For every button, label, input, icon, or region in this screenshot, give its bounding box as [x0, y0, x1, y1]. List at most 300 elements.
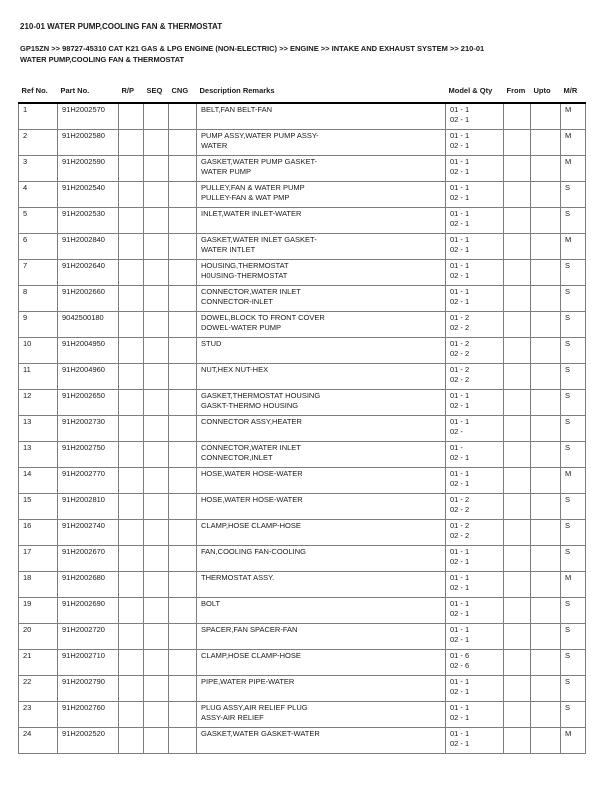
cell-part-no-line: 91H2002840: [62, 234, 105, 244]
cell-part-no: [58, 311, 119, 337]
cell-part-no-line: 91H2002650: [62, 390, 105, 400]
cell-ref-no-line: 13: [23, 416, 32, 426]
cell-ref-no-line: 19: [23, 598, 32, 608]
cell-part-no: [58, 337, 119, 363]
cell-ref-no: [19, 415, 58, 441]
cell-mr-line: S: [565, 338, 571, 348]
cell-mr-line: M: [565, 468, 572, 478]
cell-model-qty: [446, 337, 504, 363]
cell-rp: [119, 311, 144, 337]
cell-model-qty-line: 01 - 1: [450, 468, 470, 478]
table-row: [19, 129, 586, 155]
cell-part-no-line: 91H2002730: [62, 416, 105, 426]
cell-description-line: CONNECTOR,WATER INLET: [201, 286, 301, 296]
cell-model-qty: [446, 155, 504, 181]
cell-part-no-line: 9042500180: [62, 312, 104, 322]
cell-ref-no-line: 24: [23, 728, 32, 738]
cell-description: [197, 155, 446, 181]
column-header-cng: CNG: [169, 84, 197, 103]
cell-rp: [119, 519, 144, 545]
cell-from: [504, 545, 531, 571]
cell-model-qty: [446, 493, 504, 519]
cell-model-qty-line: 01 - 1: [450, 130, 470, 140]
table-row: [19, 207, 586, 233]
cell-upto: [531, 571, 561, 597]
cell-ref-no-line: 4: [23, 182, 28, 192]
cell-description-line: GASKET,WATER INLET GASKET-: [201, 234, 317, 244]
cell-ref-no-line: 3: [23, 156, 28, 166]
cell-cng: [169, 363, 197, 389]
cell-part-no: [58, 103, 119, 129]
cell-model-qty-line: 02 - 1: [450, 712, 470, 722]
cell-mr-line: M: [565, 234, 572, 244]
cell-model-qty: [446, 545, 504, 571]
cell-model-qty: [446, 623, 504, 649]
cell-upto: [531, 415, 561, 441]
cell-cng: [169, 285, 197, 311]
cell-seq: [144, 259, 169, 285]
cell-cng: [169, 727, 197, 753]
cell-model-qty-line: 02 - 6: [450, 660, 470, 670]
table-row: [19, 155, 586, 181]
cell-description-line: CONNECTOR,WATER INLET: [201, 442, 301, 452]
cell-from: [504, 207, 531, 233]
cell-mr: [561, 467, 586, 493]
cell-part-no-line: 91H2004960: [62, 364, 105, 374]
cell-model-qty-line: 01 - 1: [450, 234, 470, 244]
cell-description: [197, 571, 446, 597]
cell-description: [197, 623, 446, 649]
cell-description-line: NUT,HEX NUT-HEX: [201, 364, 269, 374]
cell-rp: [119, 467, 144, 493]
cell-ref-no: [19, 571, 58, 597]
cell-upto: [531, 519, 561, 545]
cell-model-qty-line: 02 - 1: [450, 270, 470, 280]
cell-description-line: HOUSING,THERMOSTAT: [201, 260, 289, 270]
cell-mr: [561, 571, 586, 597]
cell-part-no: [58, 155, 119, 181]
cell-seq: [144, 207, 169, 233]
cell-model-qty: [446, 129, 504, 155]
cell-description: [197, 441, 446, 467]
cell-mr-line: S: [565, 598, 571, 608]
cell-mr-line: S: [565, 208, 571, 218]
cell-model-qty-line: 02 - 1: [450, 400, 470, 410]
cell-model-qty: [446, 571, 504, 597]
cell-ref-no-line: 11: [23, 364, 31, 374]
cell-ref-no: [19, 103, 58, 129]
cell-ref-no-line: 23: [23, 702, 32, 712]
cell-model-qty-line: 02 - 1: [450, 192, 470, 202]
cell-rp: [119, 155, 144, 181]
cell-model-qty-line: 02 - 2: [450, 530, 470, 540]
column-header-r-p: R/P: [119, 84, 144, 103]
cell-from: [504, 337, 531, 363]
cell-model-qty: [446, 727, 504, 753]
column-header-model-qty: Model & Qty: [446, 84, 504, 103]
cell-mr: [561, 727, 586, 753]
table-row: [19, 571, 586, 597]
cell-cng: [169, 155, 197, 181]
cell-ref-no: [19, 207, 58, 233]
table-row: [19, 441, 586, 467]
cell-upto: [531, 675, 561, 701]
cell-part-no-line: 91H2002580: [62, 130, 105, 140]
cell-model-qty-line: 01 - 2: [450, 364, 470, 374]
cell-model-qty-line: 02 - 1: [450, 634, 470, 644]
cell-description-line: THERMOSTAT ASSY.: [201, 572, 275, 582]
cell-seq: [144, 571, 169, 597]
cell-seq: [144, 103, 169, 129]
cell-part-no: [58, 415, 119, 441]
cell-model-qty-line: 02 - 2: [450, 504, 470, 514]
cell-cng: [169, 389, 197, 415]
cell-ref-no-line: 14: [23, 468, 32, 478]
cell-description: [197, 259, 446, 285]
cell-upto: [531, 467, 561, 493]
cell-description: [197, 649, 446, 675]
cell-mr: [561, 129, 586, 155]
cell-cng: [169, 493, 197, 519]
cell-ref-no-line: 1: [23, 105, 28, 114]
cell-description-line: GASKET,THERMOSTAT HOUSING: [201, 390, 321, 400]
cell-mr: [561, 285, 586, 311]
cell-part-no-line: 91H2002570: [62, 105, 105, 114]
cell-description-line: BOLT: [201, 598, 221, 608]
cell-description: [197, 311, 446, 337]
cell-description-line: CONNECTOR,INLET: [201, 452, 273, 462]
cell-ref-no-line: 7: [23, 260, 28, 270]
cell-seq: [144, 727, 169, 753]
table-row: [19, 415, 586, 441]
cell-seq: [144, 545, 169, 571]
cell-mr-line: S: [565, 676, 571, 686]
cell-upto: [531, 181, 561, 207]
cell-description: [197, 233, 446, 259]
cell-ref-no-line: 12: [23, 390, 32, 400]
cell-from: [504, 259, 531, 285]
cell-description: [197, 467, 446, 493]
table-row: [19, 623, 586, 649]
cell-model-qty-line: 02 - 1: [450, 296, 470, 306]
cell-upto: [531, 337, 561, 363]
cell-model-qty: [446, 701, 504, 727]
cell-cng: [169, 103, 197, 129]
cell-rp: [119, 597, 144, 623]
table-row: [19, 727, 586, 753]
cell-mr: [561, 415, 586, 441]
cell-ref-no: [19, 181, 58, 207]
cell-mr-line: S: [565, 520, 571, 530]
cell-mr: [561, 675, 586, 701]
column-header-description-remarks: Description Remarks: [197, 84, 446, 103]
cell-description: [197, 285, 446, 311]
cell-model-qty-line: 02 - 1: [450, 738, 470, 748]
cell-mr: [561, 701, 586, 727]
cell-from: [504, 311, 531, 337]
cell-from: [504, 129, 531, 155]
cell-ref-no: [19, 129, 58, 155]
cell-seq: [144, 181, 169, 207]
cell-ref-no-line: 15: [23, 494, 32, 504]
cell-ref-no-line: 18: [23, 572, 32, 582]
cell-ref-no: [19, 155, 58, 181]
cell-model-qty-line: 02 - 1: [450, 244, 470, 254]
cell-rp: [119, 571, 144, 597]
cell-ref-no-line: 16: [23, 520, 32, 530]
cell-upto: [531, 233, 561, 259]
table-row: [19, 389, 586, 415]
cell-cng: [169, 623, 197, 649]
cell-part-no: [58, 623, 119, 649]
cell-model-qty-line: 02 - 1: [450, 582, 470, 592]
cell-part-no: [58, 675, 119, 701]
cell-seq: [144, 155, 169, 181]
cell-description-line: PLUG ASSY,AIR RELIEF PLUG: [201, 702, 308, 712]
column-header-part-no: Part No.: [58, 84, 119, 103]
cell-mr: [561, 519, 586, 545]
cell-mr: [561, 389, 586, 415]
table-row: [19, 675, 586, 701]
cell-model-qty-line: 01 - 1: [450, 286, 470, 296]
cell-from: [504, 727, 531, 753]
cell-model-qty: [446, 597, 504, 623]
cell-ref-no-line: 21: [23, 650, 32, 660]
cell-part-no-line: 91H2002590: [62, 156, 105, 166]
cell-part-no-line: 91H2002520: [62, 728, 105, 738]
cell-ref-no: [19, 233, 58, 259]
cell-description-line: HOSE,WATER HOSE-WATER: [201, 494, 303, 504]
cell-upto: [531, 155, 561, 181]
cell-from: [504, 155, 531, 181]
cell-description-line: CONNECTOR-INLET: [201, 296, 273, 306]
cell-cng: [169, 415, 197, 441]
cell-rp: [119, 285, 144, 311]
cell-from: [504, 519, 531, 545]
table-row: [19, 259, 586, 285]
cell-model-qty-line: 01 - 1: [450, 728, 470, 738]
cell-model-qty: [446, 467, 504, 493]
cell-upto: [531, 701, 561, 727]
cell-rp: [119, 389, 144, 415]
cell-upto: [531, 545, 561, 571]
column-header-upto: Upto: [531, 84, 561, 103]
cell-part-no-line: 91H2002530: [62, 208, 105, 218]
cell-model-qty: [446, 649, 504, 675]
cell-model-qty-line: 01 - 1: [450, 546, 470, 556]
cell-model-qty: [446, 363, 504, 389]
cell-seq: [144, 129, 169, 155]
cell-description-line: CLAMP,HOSE CLAMP-HOSE: [201, 520, 301, 530]
cell-ref-no-line: 8: [23, 286, 28, 296]
cell-mr: [561, 207, 586, 233]
cell-part-no-line: 91H2002690: [62, 598, 105, 608]
cell-description-line: CLAMP,HOSE CLAMP-HOSE: [201, 650, 301, 660]
cell-upto: [531, 389, 561, 415]
cell-description-line: WATER: [201, 140, 228, 150]
cell-mr-line: S: [565, 494, 571, 504]
cell-cng: [169, 675, 197, 701]
cell-model-qty-line: 02 - 1: [450, 140, 470, 150]
table-row: [19, 519, 586, 545]
cell-description-line: INLET,WATER INLET-WATER: [201, 208, 302, 218]
cell-description: [197, 701, 446, 727]
cell-cng: [169, 233, 197, 259]
cell-rp: [119, 129, 144, 155]
breadcrumb: [20, 43, 590, 65]
cell-part-no: [58, 233, 119, 259]
cell-upto: [531, 259, 561, 285]
cell-model-qty-line: 01 - 2: [450, 312, 470, 322]
cell-description-line: FAN,COOLING FAN-COOLING: [201, 546, 307, 556]
cell-from: [504, 441, 531, 467]
cell-cng: [169, 597, 197, 623]
parts-table-body: [19, 103, 586, 753]
cell-upto: [531, 493, 561, 519]
cell-ref-no-line: 2: [23, 130, 28, 140]
cell-part-no: [58, 597, 119, 623]
cell-mr: [561, 441, 586, 467]
cell-ref-no-line: 10: [23, 338, 32, 348]
cell-upto: [531, 207, 561, 233]
cell-upto: [531, 311, 561, 337]
cell-model-qty-line: 02 - 1: [450, 115, 470, 124]
cell-rp: [119, 727, 144, 753]
cell-mr: [561, 623, 586, 649]
cell-model-qty-line: 02 - 2: [450, 348, 470, 358]
cell-model-qty-line: 01 - 1: [450, 390, 470, 400]
cell-cng: [169, 129, 197, 155]
cell-ref-no: [19, 727, 58, 753]
cell-description: [197, 129, 446, 155]
cell-mr: [561, 649, 586, 675]
cell-model-qty: [446, 389, 504, 415]
cell-seq: [144, 441, 169, 467]
cell-rp: [119, 649, 144, 675]
cell-rp: [119, 103, 144, 129]
cell-description-line: PULLEY,FAN & WATER PUMP: [201, 182, 305, 192]
cell-part-no: [58, 207, 119, 233]
cell-model-qty-line: 01 - 1: [450, 156, 470, 166]
cell-seq: [144, 623, 169, 649]
cell-rp: [119, 493, 144, 519]
cell-model-qty-line: 02 - 1: [450, 166, 470, 176]
cell-seq: [144, 363, 169, 389]
cell-description: [197, 597, 446, 623]
cell-cng: [169, 207, 197, 233]
cell-upto: [531, 441, 561, 467]
cell-from: [504, 363, 531, 389]
cell-part-no-line: 91H2002540: [62, 182, 105, 192]
cell-seq: [144, 493, 169, 519]
cell-model-qty-line: 02 - 1: [450, 608, 470, 618]
cell-mr-line: S: [565, 624, 571, 634]
cell-part-no: [58, 181, 119, 207]
cell-description-line: STUD: [201, 338, 222, 348]
cell-description: [197, 545, 446, 571]
cell-description-line: WATER PUMP: [201, 166, 251, 176]
cell-seq: [144, 467, 169, 493]
cell-cng: [169, 519, 197, 545]
table-row: [19, 545, 586, 571]
cell-from: [504, 675, 531, 701]
cell-model-qty: [446, 233, 504, 259]
table-row: [19, 363, 586, 389]
cell-model-qty-line: 01 - 1: [450, 182, 470, 192]
cell-part-no-line: 91H2002720: [62, 624, 105, 634]
cell-cng: [169, 571, 197, 597]
cell-mr-line: S: [565, 442, 571, 452]
cell-from: [504, 233, 531, 259]
cell-part-no: [58, 129, 119, 155]
cell-part-no: [58, 571, 119, 597]
cell-upto: [531, 597, 561, 623]
table-row: [19, 181, 586, 207]
cell-model-qty-line: 01 - 2: [450, 338, 470, 348]
cell-cng: [169, 181, 197, 207]
cell-model-qty-line: 01 - 6: [450, 650, 470, 660]
cell-cng: [169, 311, 197, 337]
cell-description: [197, 493, 446, 519]
cell-from: [504, 415, 531, 441]
cell-ref-no: [19, 493, 58, 519]
cell-part-no: [58, 701, 119, 727]
cell-part-no-line: 91H2002790: [62, 676, 105, 686]
cell-model-qty: [446, 103, 504, 129]
cell-mr: [561, 311, 586, 337]
cell-from: [504, 181, 531, 207]
cell-model-qty-line: 02 - 1: [450, 686, 470, 696]
cell-rp: [119, 181, 144, 207]
cell-description: [197, 103, 446, 129]
cell-ref-no-line: 9: [23, 312, 28, 322]
cell-cng: [169, 545, 197, 571]
cell-ref-no-line: 13: [23, 442, 32, 452]
cell-model-qty-line: 02 -: [450, 426, 463, 436]
cell-part-no: [58, 389, 119, 415]
cell-upto: [531, 363, 561, 389]
cell-model-qty: [446, 415, 504, 441]
cell-seq: [144, 701, 169, 727]
cell-model-qty-line: 01 - 1: [450, 624, 470, 634]
cell-description-line: H0USING-THERMOSTAT: [201, 270, 288, 280]
cell-from: [504, 493, 531, 519]
cell-model-qty-line: 02 - 1: [450, 452, 470, 462]
cell-model-qty-line: 01 - 1: [450, 702, 470, 712]
cell-from: [504, 597, 531, 623]
cell-ref-no: [19, 259, 58, 285]
cell-mr-line: S: [565, 546, 571, 556]
column-header-from: From: [504, 84, 531, 103]
cell-mr: [561, 597, 586, 623]
cell-mr-line: S: [565, 364, 571, 374]
cell-mr-line: S: [565, 416, 571, 426]
cell-from: [504, 623, 531, 649]
cell-ref-no: [19, 337, 58, 363]
cell-part-no: [58, 441, 119, 467]
cell-mr-line: M: [565, 105, 572, 114]
cell-description-line: PUMP ASSY,WATER PUMP ASSY-: [201, 130, 319, 140]
cell-mr-line: S: [565, 286, 571, 296]
cell-description: [197, 207, 446, 233]
cell-cng: [169, 441, 197, 467]
cell-part-no-line: 91H2004950: [62, 338, 105, 348]
cell-part-no: [58, 545, 119, 571]
cell-rp: [119, 415, 144, 441]
table-row: [19, 597, 586, 623]
cell-mr-line: S: [565, 390, 571, 400]
cell-mr: [561, 363, 586, 389]
